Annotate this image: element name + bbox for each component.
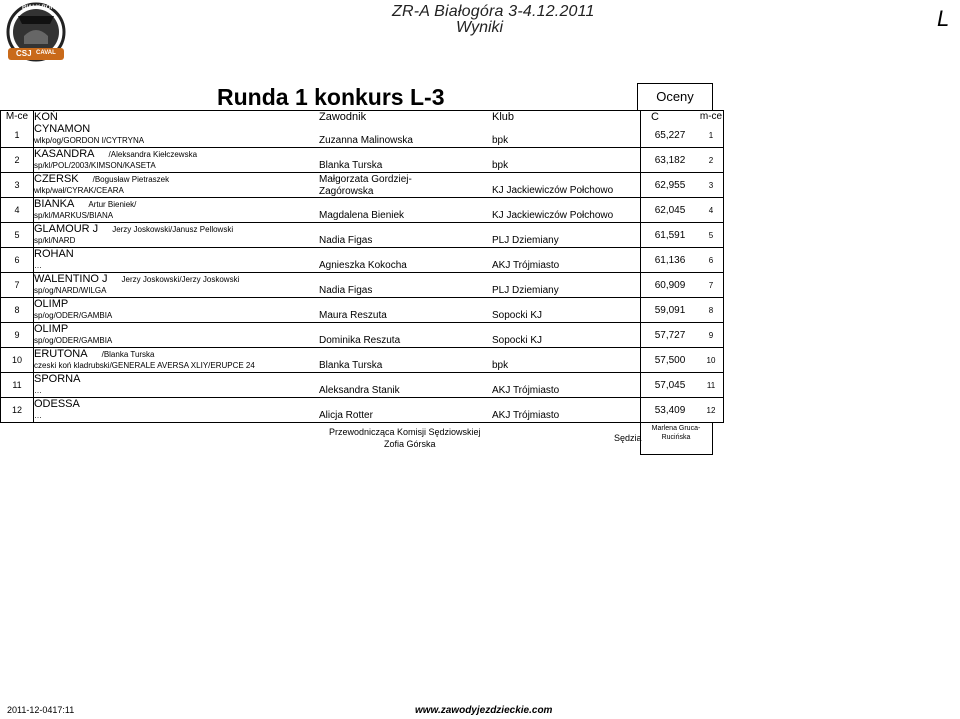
horse-owner: /Aleksandra Kiełczewska <box>108 150 198 159</box>
rank-cell: 8 <box>699 298 724 323</box>
club-cell <box>492 123 641 148</box>
event-logo <box>4 2 68 64</box>
rider-name: Nadia Figas <box>319 235 373 246</box>
rider-name: Dominika Reszuta <box>319 335 401 346</box>
rank-cell: 5 <box>699 223 724 248</box>
logo-top-text: BIAŁY BÓR <box>22 5 55 11</box>
row-number: 2 <box>1 148 34 173</box>
row-number: 10 <box>1 348 34 373</box>
rider-cell <box>319 248 492 273</box>
rider-cell <box>319 298 492 323</box>
table-row <box>1 148 724 173</box>
club-cell <box>492 348 641 373</box>
club-cell <box>492 323 641 348</box>
rank-cell: 9 <box>699 323 724 348</box>
table-row <box>1 373 724 398</box>
rider-name: Maura Reszuta <box>319 310 387 321</box>
horse-name: OLIMP <box>34 323 69 335</box>
horse-name: CZERSK /Bogusław Pietraszek <box>34 173 170 185</box>
rank-cell: 2 <box>699 148 724 173</box>
table-row <box>1 348 724 373</box>
header-rider: Zawodnik <box>319 111 492 124</box>
horse-cell <box>34 323 320 348</box>
horse-name: GLAMOUR J Jerzy Joskowski/Janusz Pellowski <box>34 223 234 235</box>
score-cell: 60,909 <box>641 273 700 298</box>
table-header-row <box>1 111 724 124</box>
rider-cell <box>319 348 492 373</box>
row-number: 12 <box>1 398 34 423</box>
rank-cell: 1 <box>699 123 724 148</box>
rider-cell <box>319 148 492 173</box>
club-cell <box>492 148 641 173</box>
club-cell <box>492 173 641 198</box>
rider-cell <box>319 398 492 423</box>
horse-cell <box>34 148 320 173</box>
horse-cell <box>34 123 320 148</box>
horse-owner: Jerzy Joskowski/Jerzy Joskowski <box>121 275 240 284</box>
horse-cell <box>34 248 320 273</box>
club-cell <box>492 373 641 398</box>
rider-cell <box>319 198 492 223</box>
rank-cell: 7 <box>699 273 724 298</box>
header-rank: m-ce <box>699 111 723 122</box>
scores-group-header: Oceny <box>637 83 713 110</box>
class-letter: L <box>937 6 950 31</box>
row-number: 6 <box>1 248 34 273</box>
horse-name: WALENTINO J Jerzy Joskowski/Jerzy Joskowski <box>34 273 240 285</box>
score-cell: 62,955 <box>641 173 700 198</box>
rank-cell: 11 <box>699 373 724 398</box>
horse-cell <box>34 373 320 398</box>
horse-cell <box>34 198 320 223</box>
table-row <box>1 173 724 198</box>
footer-site-link[interactable]: www.zawodyjezdzieckie.com <box>415 705 553 716</box>
horse-pedigree: czeski koń kladrubski/GENERALE AVERSA XLIY/ERUPCE 24 <box>34 361 255 370</box>
club-name: AKJ Trójmiasto <box>492 260 560 271</box>
club-name: Sopocki KJ <box>492 335 543 346</box>
rank-cell: 6 <box>699 248 724 273</box>
horse-pedigree: sp/og/ODER/GAMBIA <box>34 311 113 320</box>
header-horse: KOŃ <box>34 111 320 124</box>
horse-pedigree: sp/kl/MARKUS/BIANA <box>34 211 114 220</box>
club-cell <box>492 223 641 248</box>
row-number: 1 <box>1 123 34 148</box>
club-name: PLJ Dziemiany <box>492 285 559 296</box>
club-cell <box>492 273 641 298</box>
row-number: 3 <box>1 173 34 198</box>
score-cell: 61,591 <box>641 223 700 248</box>
horse-pedigree: … <box>34 386 42 395</box>
club-cell <box>492 298 641 323</box>
score-cell: 59,091 <box>641 298 700 323</box>
table-row <box>1 323 724 348</box>
rider-name: Zuzanna Malinowska <box>319 135 413 146</box>
horse-pedigree: sp/og/NARD/WILGA <box>34 286 107 295</box>
rider-cell <box>319 173 492 198</box>
table-row <box>1 248 724 273</box>
rank-cell: 12 <box>699 398 724 423</box>
row-number: 5 <box>1 223 34 248</box>
results-table <box>0 110 724 423</box>
horse-owner: /Bogusław Pietraszek <box>92 175 170 184</box>
horse-name: BIANKA Artur Bieniek/ <box>34 198 137 210</box>
footer-date: 2011-12-0417:11 <box>7 705 75 715</box>
score-cell: 57,045 <box>641 373 700 398</box>
table-row <box>1 398 724 423</box>
president-name: Zofia Górska <box>384 439 436 449</box>
score-cell: 57,727 <box>641 323 700 348</box>
score-cell: 57,500 <box>641 348 700 373</box>
row-number: 9 <box>1 323 34 348</box>
horse-pedigree: … <box>34 411 42 420</box>
horse-cell <box>34 173 320 198</box>
rank-cell: 10 <box>699 348 724 373</box>
horse-pedigree: sp/kl/NARD <box>34 236 76 245</box>
rider-name: Małgorzata Gordziej- <box>319 174 412 185</box>
horse-name: KASANDRA /Aleksandra Kiełczewska <box>34 148 198 160</box>
club-name: PLJ Dziemiany <box>492 235 559 246</box>
club-name: KJ Jackiewiczów Połchowo <box>492 210 614 221</box>
club-cell <box>492 398 641 423</box>
rider-cell <box>319 223 492 248</box>
rider-name: Blanka Turska <box>319 360 383 371</box>
horse-pedigree: wlkp/wał/CYRAK/CEARA <box>34 186 124 195</box>
horse-name: ROHAN <box>34 248 74 260</box>
horse-name: OLIMP <box>34 298 69 310</box>
rider-name: Blanka Turska <box>319 160 383 171</box>
table-row <box>1 198 724 223</box>
judge-label: Sędzia <box>614 433 642 443</box>
round-title: Runda 1 konkurs L-3 <box>217 84 445 110</box>
rider-name-cont: Zagórowska <box>319 186 374 197</box>
row-number: 7 <box>1 273 34 298</box>
header-club: Klub <box>492 111 641 124</box>
logo-caval-text: CAVAL <box>36 50 56 56</box>
rider-cell <box>319 373 492 398</box>
row-number: 4 <box>1 198 34 223</box>
header-mce: M-ce <box>1 111 34 124</box>
horse-pedigree: wlkp/og/GORDON I/CYTRYNA <box>34 136 145 145</box>
horse-cell <box>34 223 320 248</box>
club-name: AKJ Trójmiasto <box>492 410 560 421</box>
horse-cell <box>34 273 320 298</box>
horse-pedigree: … <box>34 261 42 270</box>
rank-cell: 3 <box>699 173 724 198</box>
club-cell <box>492 248 641 273</box>
president-role: Przewodnicząca Komisji Sędziowskiej <box>329 427 481 437</box>
club-name: bpk <box>492 135 509 146</box>
rider-cell <box>319 123 492 148</box>
table-row <box>1 123 724 148</box>
table-row <box>1 298 724 323</box>
horse-owner: Jerzy Joskowski/Janusz Pellowski <box>112 225 234 234</box>
score-cell: 53,409 <box>641 398 700 423</box>
horse-cell <box>34 348 320 373</box>
club-name: bpk <box>492 360 509 371</box>
rider-name: Alicja Rotter <box>319 410 373 421</box>
document-subtitle: Wyniki <box>456 19 504 36</box>
horse-owner: /Blanka Turska <box>101 350 155 359</box>
rider-name: Agnieszka Kokocha <box>319 260 407 271</box>
club-name: AKJ Trójmiasto <box>492 385 560 396</box>
rider-name: Aleksandra Stanik <box>319 385 400 396</box>
club-cell <box>492 198 641 223</box>
horse-pedigree: sp/kl/POL/2003/KIMSON/KASETA <box>34 161 156 170</box>
rider-cell <box>319 273 492 298</box>
horse-owner: Artur Bieniek/ <box>88 200 137 209</box>
rider-name: Magdalena Bieniek <box>319 210 405 221</box>
score-cell: 61,136 <box>641 248 700 273</box>
horse-cell <box>34 398 320 423</box>
club-name: KJ Jackiewiczów Połchowo <box>492 185 614 196</box>
horse-cell <box>34 298 320 323</box>
horse-name: ODESSA <box>34 398 80 410</box>
table-row <box>1 223 724 248</box>
document-title: ZR-A Białogóra 3-4.12.2011 <box>392 3 595 20</box>
rank-cell: 4 <box>699 198 724 223</box>
club-name: bpk <box>492 160 509 171</box>
horse-name: SPORNA <box>34 373 81 385</box>
rider-name: Nadia Figas <box>319 285 373 296</box>
row-number: 8 <box>1 298 34 323</box>
club-name: Sopocki KJ <box>492 310 543 321</box>
rider-cell <box>319 323 492 348</box>
horse-name: ERUTONA /Blanka Turska <box>34 348 155 360</box>
score-cell: 62,045 <box>641 198 700 223</box>
row-number: 11 <box>1 373 34 398</box>
judge-name: Marlena Gruca-Rucińska <box>651 425 701 441</box>
horse-pedigree: sp/og/ODER/GAMBIA <box>34 336 113 345</box>
horse-name: CYNAMON <box>34 123 91 135</box>
score-cell: 65,227 <box>641 123 700 148</box>
score-cell: 63,182 <box>641 148 700 173</box>
header-score: C <box>641 111 700 124</box>
table-row <box>1 273 724 298</box>
logo-csj-text: CSJ <box>16 49 32 58</box>
